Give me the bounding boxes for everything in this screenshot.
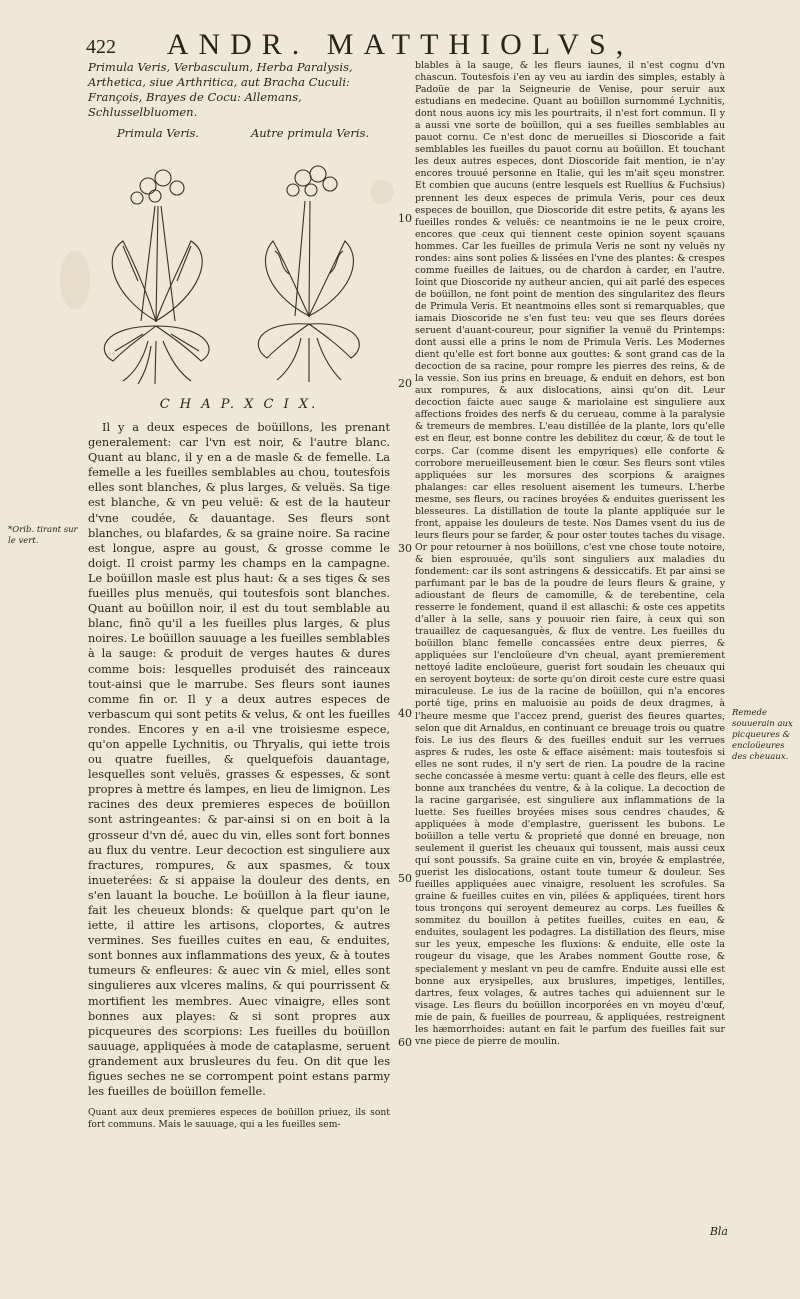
figure-autre-primula-veris: [240, 126, 380, 386]
line-number: 40: [398, 707, 412, 720]
footnote-text: Quant aux deux premieres especes de boüillon priuez, ils sont fort communs. Mais le sauuage, qui a les fueilles sem-: [88, 1107, 390, 1131]
line-number: 60: [398, 1036, 412, 1049]
line-number: 20: [398, 377, 412, 390]
catchword: Bla: [709, 1225, 728, 1238]
page-number: 422: [86, 36, 116, 58]
plant-woodcut-icon: [245, 146, 375, 386]
running-title: ANDR. MATTHIOLVS,: [166, 28, 634, 61]
chapter-heading: C H A P. X C I X.: [159, 397, 319, 412]
figure-row: [88, 126, 390, 391]
line-number: 50: [398, 872, 412, 885]
margin-note-right: Remede souuerain aux picqueures & encloüeures des cheuaux.: [732, 708, 793, 762]
line-number: 30: [398, 542, 412, 555]
figure-caption: Primula Veris.: [116, 126, 200, 140]
right-column: [415, 60, 725, 1048]
right-body-text: blables à la sauge, & les fleurs iaunes, il n'est cognu d'vn chascun. Toutesfois i'en ay veu au iardin des simples, estably à Padoüe de par la Seigneurie de Venise, pour seruir aux estudians en medecine. Quant au boüillon surnommé Lychnitis, dont nous auons icy mis les pourtraits, il n'est fort commun. Il y a aussi vne sorte de boüillon, qui a ses fueilles semblables au pauot cornu. Ce n'est donc de merueilles si Dioscoride a fait semblables les fueilles du pauot cornu au boüillon. Et touchant les deux autres especes, dont Dioscoride fait mention, ie n'ay encores trouué personne en Italie, qui les m'ait sçeu monstrer. Et combien que aucuns (entre lesquels est Ruellius & Fuchsius) prennent les deux especes de primula Veris, pour ces deux especes de bouillon, que Dioscoride dit estre petits, & ayans les fueilles rondes & veluës: ce neantmoins ie ne le peux croire, encores que ceux qui tiennent ceste opinion soyent sçauans hommes. Car les fueilles de primula Veris ne sont ny veluës ny rondes: ains sont polies & lissées en l'vne des plantes: & crespes comme fueilles de laitues, ou de chardon à carder, en l'autre. Ioint que Dioscoride ny autheur ancien, qui ait parlé des especes de boüillon, ne font point de mention des singularitez des fleurs de Primula Veris. Et neantmoins elles sont si remarquables, que iamais Dioscoride ne s'en fust teu: veu que ses fleurs dorées seruent d'auant-coureur, pour signifier la venuë du Printemps: dont aussi elle a prins le nom de Primula Veris. Les Modernes dient qu'elle est fort bonne aux gouttes: & sont grand cas de la decoction de sa racine, pour rompre les pierres des reins, & de la vessie. Son ius prins en breuage, & enduit en dehors, est bon aux rompures, & aux dislocations, ainsi qu'on dit. Leur decoction faicte auec sauge & mariolaine est singuliere aux affections froides des nerfs & du cerueau, comme à la paralysie & tremeurs de membres. L'eau distillée de la plante, lors qu'elle est en fleur, est bonne contre les debilitez du cœur, & de tout le corps. Car (comme disent les empyriques) elle conforte & corrobore merueilleusement bien le cœur. Ses fleurs sont vtiles appliquées sur les morsures des scorpions & araignes phalanges: car elles resoluent aisement les tumeurs. L'herbe mesme, ses fleurs, ou racines broyées & enduites guerissent les blesseures. La distillation de toute la plante appliquée sur le front, appaise les douleurs de teste. Nos Dames vsent du ius de leurs fleurs pour se farder, & pour oster toutes taches du visage. Or pour retourner à nos boüillons, c'est vne chose toute notoire, & bien esprouuée, qu'ils sont singuliers aux maladies du fondement: car ils sont astringens & dessiccatifs. Et par ainsi se parfumant par le bas de la poudre de leurs fleurs & graine, y adioustant de fleurs de camomille, & de terebentine, cela resserre le fondement, quand il est allaschi: & oste ces appetits d'aller à la selle, sans y pouuoir rien faire, à ceux qui son trauaillez de caquesanguès, & flux de ventre. Les fueilles du boüillon blanc femelle concassées entre deux pierres, & appliquées sur l'encloüeure d'vn cheual, ayant premierement nettoyé ladite encloüeure, guerist fort soudain les cheuaux qui en seroyent boyteux: de sorte qu'on diroit ceste cure estre quasi miraculeuse. Le ius de la racine de boüillon, qui n'a encores porté tige, prins en maluoisie au poids de deux dragmes, à l'heure mesme que l'accez prend, guerist des fieures quartes, selon que dit Arnaldus, en continuant ce breuage trois ou quatre fois. Le ius des fleurs & des fueilles enduit sur les verrues aspres & rudes, les oste & efface aisément: mais toutesfois si elles ne sont rudes, il n'y sert de rien. La poudre de la racine seche concassée à mesme vertu: quant à celle des fleurs, elle est bonne aux tranchées du ventre, & à la colique. La decoction de la racine gargarisée, est singuliere aux inflammations de la luette. Ses fueilles broyées mises sous cendres chaudes, & appliquées à mode d'emplastre, guerissent les bubons. Le boüillon a telle vertu & proprieté que donné en breuage, non seulement il guerist les cheuaux qui toussent, mais aussi ceux qui sont poussifs. Sa graine cuite en vin, broyée & emplastrée, guerist les dislocations, ostant toute tumeur & douleur. Ses fueilles appliquées auec vinaigre, resoluent les scrofules. Sa graine & fueilles cuites en vin, pilées & appliquées, tirent hors tous tronçons qui seroyent demeurez au corps. Les fueilles & sommitez du bouillon à petites fueilles, cuites en eau, & enduites, soulagent les podagres. La distillation des fleurs, mise sur les yeux, empesche les fluxions: & enduite, elle oste la rougeur du visage, que les Arabes nomment Goutte rose, & specialement y meslant vn peu de camfre. Enduite aussi elle est bonne aux erysipelles, aux bruslures, impetiges, lentilles, dartres, feux volages, & autres taches qui aduiennent sur le visage. Les fleurs du boüillon incorporées en vn moyeu d'œuf, mie de pain, & fueilles de pourreau, & appliquées, restreignent les hæmorrhoides: autant en fait le parfum des fueilles fait sur vne piece de pierre de moulin.: [415, 60, 725, 1047]
left-body-text: [88, 420, 390, 1099]
paper-stain: [60, 250, 90, 310]
plant-woodcut-icon: [93, 146, 223, 386]
margin-note-left: *Orib. tirant sur le vert.: [8, 525, 78, 546]
plant-names: Primula Veris, Verbasculum, Herba Paralysis, Arthetica, siue Arthritica, aut Bracha Cuculi: François, Brayes de Cocu: Allemans, Schlusselbluomen.: [88, 60, 353, 119]
left-column: [88, 60, 390, 1131]
figure-caption: Autre primula Veris.: [250, 126, 370, 140]
figure-primula-veris: [88, 126, 228, 386]
line-number: 10: [398, 212, 412, 225]
paragraph: Il y a deux especes de boüillons, les prenant generalement: car l'vn est noir, & l'autre blanc. Quant au blanc, il y en a de masle & de femelle. La femelle a les fueilles semblables au chou, toutesfois elles sont blanches, & plus larges, & veluës. Sa tige est blanche, & vn peu veluë: & est de la hauteur d'vne coudée, & dauantage. Ses fleurs sont blanches, ou blafardes, & sa graine noire. Sa racine est longue, aspre au goust, & grosse comme le doigt. Il croist parmy les champs en la campagne. Le boüillon masle est plus haut: & a ses tiges & ses fueilles plus menuës, qui toutesfois sont blanches. Quant au boüillon noir, il est du tout semblable au blanc, finõ qu'il a les fueilles plus larges, & plus noires. Le boüillon sauuage a les fueilles semblables à la sauge: & produit de verges hautes & dures comme bois: lesquelles produisét des rainceaux tout-ainsi que le marrube. Ses fleurs sont iaunes comme fin or. Il y a deux autres especes de verbascum qui sont petits & velus, & ont les fueilles rondes. Encores y en a-il vne troisiesme espece, qu'on appelle Lychnitis, ou Thryalis, qui iette trois ou quatre fueilles, & quelquefois dauantage, lesquelles sont veluës, grasses & espesses, & sont propres à mettre és lampes, en lieu de limignon. Les racines des deux premieres especes de boüillon sont astringeantes: & par-ainsi si on en boit à la grosseur d'vn dé, auec du vin, elles sont fort bonnes au flux du ventre. Leur decoction est singuliere aux fractures, rompures, & aux spasmes, & toux inueterées: & si appaise la douleur des dents, en s'en lauant la bouche. Le boüillon à la fleur iaune, fait les cheueux blonds: & quelque part qu'on le iette, il attire les artisons, cloportes, & autres vermines. Ses fueilles cuites en eau, & enduites, sont bonnes aux inflammations des yeux, & à toutes tumeurs & enfleures: & auec vin & miel, elles sont singulieres aux vlceres malins, & qui pourrissent & mortifient les membres. Auec vinaigre, elles sont bonnes aux playes: & si sont propres aux picqueures des scorpions: Les fueilles du boüillon sauuage, appliquées à mode de cataplasme, seruent grandement aux brusleures du feu. On dit que les figues seches ne se corrompent point estans parmy les fueilles de boüillon femelle.: [88, 421, 390, 1099]
